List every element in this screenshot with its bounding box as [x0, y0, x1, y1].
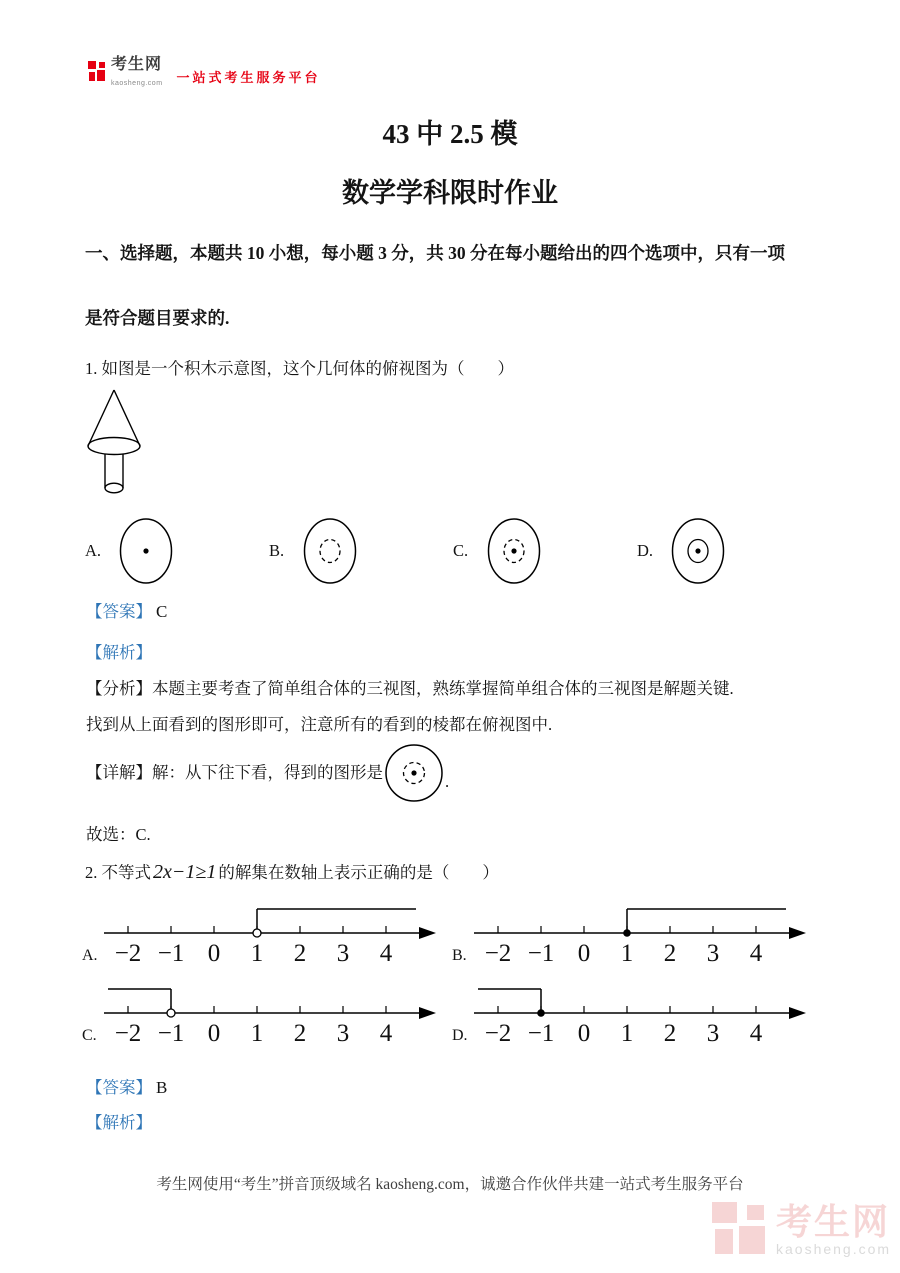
top-view-figure-d — [663, 512, 733, 590]
q2-answer-line — [86, 1076, 167, 1100]
option-label-c: C. — [453, 541, 469, 560]
q2-option-b — [452, 901, 820, 973]
q2-option-a — [82, 901, 450, 973]
svg-text:1: 1 — [620, 940, 634, 967]
svg-text:2: 2 — [293, 1020, 307, 1047]
watermark-domain: kaosheng.com — [776, 1241, 892, 1257]
q1-options-row — [85, 512, 821, 590]
q2-formula: 2x−1≥1 — [153, 861, 217, 883]
svg-text:0: 0 — [207, 940, 221, 967]
q2-text-prefix: 2. 不等式 — [85, 863, 151, 882]
kaosheng-watermark-icon — [712, 1202, 768, 1258]
watermark-name: 考生网 — [776, 1201, 891, 1242]
q1-analysis-line-1: 【分析】本题主要考查了简单组合体的三视图，熟练掌握简单组合体的三视图是解题关键. — [86, 679, 734, 698]
section-line-1: 一、选择题，本题共 10 小想，每小题 3 分，共 30 分在每小题给出的四个选项中，只有一项 — [85, 243, 785, 263]
top-view-figure-c — [479, 512, 549, 590]
footer-text: 考生网使用“考生”拼音顶级域名 kaosheng.com，诚邀合作伙伴共建一站式考生服务平台 — [156, 1176, 744, 1193]
q1-detail-suffix: . — [445, 772, 450, 791]
svg-text:0: 0 — [577, 1020, 591, 1047]
svg-text:1: 1 — [250, 1020, 264, 1047]
q1-detail-line — [86, 742, 449, 804]
q2-option-d — [452, 981, 820, 1053]
kaosheng-logo-icon — [88, 61, 106, 83]
answer-label: 【答案】 — [86, 602, 152, 621]
svg-text:1: 1 — [250, 940, 264, 967]
svg-text:−2: −2 — [484, 940, 512, 967]
q1-conclusion: 故选：C. — [86, 825, 151, 844]
q1-answer-line — [86, 600, 167, 624]
svg-text:4: 4 — [749, 1020, 763, 1047]
top-view-figure-b — [295, 512, 365, 590]
numberline-figure-c — [98, 981, 442, 1051]
q1-detail-prefix: 【详解】解：从下往下看，得到的图形是 — [86, 763, 383, 782]
svg-text:−2: −2 — [484, 1020, 512, 1047]
svg-text:4: 4 — [379, 1020, 393, 1047]
question-1-text: 1. 如图是一个积木示意图，这个几何体的俯视图为（ ） — [85, 359, 514, 378]
top-view-figure-a — [111, 512, 181, 590]
option-label-d: D. — [637, 541, 654, 560]
svg-text:−1: −1 — [527, 940, 555, 967]
numberline-label-d: D. — [452, 1027, 468, 1044]
svg-text:4: 4 — [379, 940, 393, 967]
top-view-answer-figure — [383, 742, 445, 804]
svg-text:0: 0 — [207, 1020, 221, 1047]
q1-option-c — [453, 512, 637, 590]
cone-cylinder-figure — [72, 386, 158, 505]
logo-tagline: 一站式考生服务平台 — [176, 70, 321, 85]
svg-text:0: 0 — [577, 940, 591, 967]
q1-option-d — [637, 512, 821, 590]
svg-text:−1: −1 — [157, 940, 185, 967]
option-label-b: B. — [269, 541, 285, 560]
q2-text-suffix: 的解集在数轴上表示正确的是（ ） — [218, 863, 499, 882]
q2-jiexi-label: 【解析】 — [86, 1113, 152, 1132]
numberline-figure-a — [98, 901, 442, 971]
section-line-2: 是符合题目要求的. — [85, 308, 230, 328]
svg-text:−1: −1 — [157, 1020, 185, 1047]
svg-text:−1: −1 — [527, 1020, 555, 1047]
numberline-label-b: B. — [452, 947, 467, 964]
numberline-label-c: C. — [82, 1027, 97, 1044]
q2-option-c — [82, 981, 450, 1053]
svg-text:2: 2 — [293, 940, 307, 967]
svg-text:3: 3 — [706, 1020, 720, 1047]
q1-option-a — [85, 512, 269, 590]
svg-text:−2: −2 — [114, 940, 142, 967]
svg-text:2: 2 — [663, 1020, 677, 1047]
numberline-figure-b — [468, 901, 812, 971]
q1-analysis-line-2: 找到从上面看到的图形即可，注意所有的看到的棱都在俯视图中. — [86, 715, 553, 734]
kaosheng-logo — [88, 57, 321, 89]
question-2-text — [85, 860, 499, 885]
svg-text:1: 1 — [620, 1020, 634, 1047]
numberline-figure-d — [468, 981, 812, 1051]
svg-text:4: 4 — [749, 940, 763, 967]
kaosheng-watermark — [712, 1202, 891, 1258]
answer-label: 【答案】 — [86, 1078, 152, 1097]
svg-text:3: 3 — [336, 940, 350, 967]
numberline-label-a: A. — [82, 947, 98, 964]
svg-text:3: 3 — [336, 1020, 350, 1047]
svg-text:3: 3 — [706, 940, 720, 967]
page-subtitle: 数学学科限时作业 — [342, 178, 558, 208]
q1-option-b — [269, 512, 453, 590]
svg-text:2: 2 — [663, 940, 677, 967]
q2-answer-value: B — [156, 1078, 168, 1097]
logo-domain: kaosheng.com — [111, 80, 163, 87]
page-title: 43 中 2.5 模 — [382, 119, 518, 149]
q1-jiexi-label: 【解析】 — [86, 643, 152, 662]
logo-name: 考生网 — [111, 56, 163, 73]
section-heading — [85, 241, 785, 330]
q1-answer-value: C — [156, 602, 168, 621]
option-label-a: A. — [85, 541, 102, 560]
svg-text:−2: −2 — [114, 1020, 142, 1047]
